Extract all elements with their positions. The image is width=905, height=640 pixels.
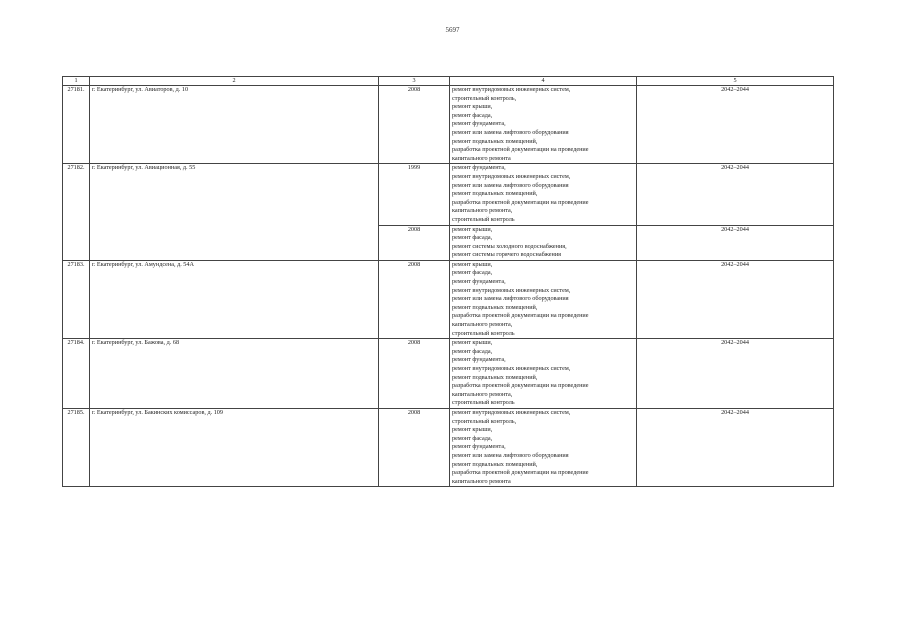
work-item: ремонт фундамента, <box>452 443 506 451</box>
work-item: строительный контроль, <box>452 417 517 425</box>
work-item: капитального ремонта, <box>452 390 513 398</box>
planned-period: 2042–2044 <box>637 260 834 338</box>
work-item: ремонт внутридомовых инженерных систем, <box>452 365 571 372</box>
work-item: ремонт крыши, <box>452 225 493 233</box>
work-item: ремонт внутридомовых инженерных систем, <box>452 86 571 93</box>
work-item: ремонт системы холодного водоснабжения, <box>452 242 567 250</box>
work-item: ремонт подвальных помещений, <box>452 137 538 145</box>
work-item: ремонт фасада, <box>452 234 493 242</box>
works-list <box>450 260 637 338</box>
table-row <box>63 86 834 164</box>
table-row <box>63 408 834 486</box>
column-header-year: 3 <box>379 77 450 86</box>
page-number: 5697 <box>445 26 460 34</box>
construction-year: 2008 <box>379 225 450 260</box>
work-item: ремонт крыши, <box>452 103 493 111</box>
work-item: ремонт фундамента, <box>452 356 506 364</box>
work-item: ремонт фундамента, <box>452 278 506 286</box>
table-row <box>63 339 834 409</box>
work-item: ремонт фундамента, <box>452 120 506 128</box>
row-number: 27185. <box>63 408 90 486</box>
building-address: г. Екатеринбург, ул. Бажова, д. 68 <box>90 339 379 409</box>
work-item: ремонт подвальных помещений, <box>452 303 538 311</box>
work-item: капитального ремонта <box>452 477 511 485</box>
column-header-number: 1 <box>63 77 90 86</box>
work-item: ремонт внутридомовых инженерных систем, <box>452 286 571 294</box>
table-row <box>63 260 834 338</box>
table-row <box>63 164 834 225</box>
building-address: г. Екатеринбург, ул. Авиаторов, д. 10 <box>90 86 379 164</box>
work-item: строительный контроль <box>452 215 515 223</box>
planned-period: 2042–2044 <box>637 225 834 260</box>
work-item: строительный контроль <box>452 399 515 407</box>
construction-year: 2008 <box>379 86 450 164</box>
work-item: ремонт системы горячего водоснабжения <box>452 251 561 259</box>
planned-period: 2042–2044 <box>637 164 834 225</box>
work-item: ремонт фасада, <box>452 111 493 119</box>
work-item: ремонт внутридомовых инженерных систем, <box>452 408 571 416</box>
work-item: разработка проектной документации на проведение <box>452 198 589 206</box>
work-item: ремонт фасада, <box>452 434 493 442</box>
work-item: ремонт подвальных помещений, <box>452 190 538 198</box>
construction-year: 1999 <box>379 164 450 225</box>
table-body <box>63 86 834 487</box>
work-item: ремонт или замена лифтового оборудования <box>452 128 569 136</box>
row-number: 27181. <box>63 86 90 164</box>
building-address: г. Екатеринбург, ул. Авиационная, д. 55 <box>90 164 379 261</box>
construction-year: 2008 <box>379 339 450 409</box>
work-item: разработка проектной документации на проведение <box>452 312 589 320</box>
work-item: ремонт внутридомовых инженерных систем, <box>452 172 571 180</box>
planned-period: 2042–2044 <box>637 408 834 486</box>
work-item: ремонт или замена лифтового оборудования <box>452 181 569 189</box>
work-item: ремонт или замена лифтового оборудования <box>452 451 569 459</box>
construction-year: 2008 <box>379 260 450 338</box>
planned-period: 2042–2044 <box>637 86 834 164</box>
work-item: ремонт крыши, <box>452 426 493 434</box>
column-header-address: 2 <box>90 77 379 86</box>
works-list <box>450 339 637 409</box>
column-header-works: 4 <box>450 77 637 86</box>
work-item: строительный контроль, <box>452 94 517 102</box>
works-list <box>450 86 637 164</box>
building-address: г. Екатеринбург, ул. Амундсена, д. 54А <box>90 260 379 338</box>
row-number: 27182. <box>63 164 90 261</box>
work-item: ремонт подвальных помещений, <box>452 460 538 468</box>
repair-schedule-table <box>62 76 834 487</box>
work-item: ремонт подвальных помещений, <box>452 373 538 381</box>
work-item: ремонт фасада, <box>452 347 493 355</box>
row-number: 27183. <box>63 260 90 338</box>
work-item: ремонт или замена лифтового оборудования <box>452 295 569 303</box>
header-row <box>63 77 834 86</box>
work-item: разработка проектной документации на проведение <box>452 469 589 477</box>
works-list <box>450 408 637 486</box>
building-address: г. Екатеринбург, ул. Бакинских комиссаров, д. 109 <box>90 408 379 486</box>
works-list <box>450 164 637 225</box>
work-item: капитального ремонта, <box>452 321 513 329</box>
column-header-period: 5 <box>637 77 834 86</box>
construction-year: 2008 <box>379 408 450 486</box>
work-item: ремонт фундамента, <box>452 164 506 172</box>
work-item: разработка проектной документации на проведение <box>452 146 589 154</box>
work-item: разработка проектной документации на проведение <box>452 382 589 390</box>
work-item: ремонт крыши, <box>452 339 493 347</box>
work-item: ремонт фасада, <box>452 269 493 277</box>
work-item: ремонт крыши, <box>452 260 493 268</box>
work-item: строительный контроль <box>452 329 515 337</box>
planned-period: 2042–2044 <box>637 339 834 409</box>
works-list <box>450 225 637 260</box>
work-item: капитального ремонта <box>452 154 511 162</box>
work-item: капитального ремонта, <box>452 207 513 215</box>
row-number: 27184. <box>63 339 90 409</box>
